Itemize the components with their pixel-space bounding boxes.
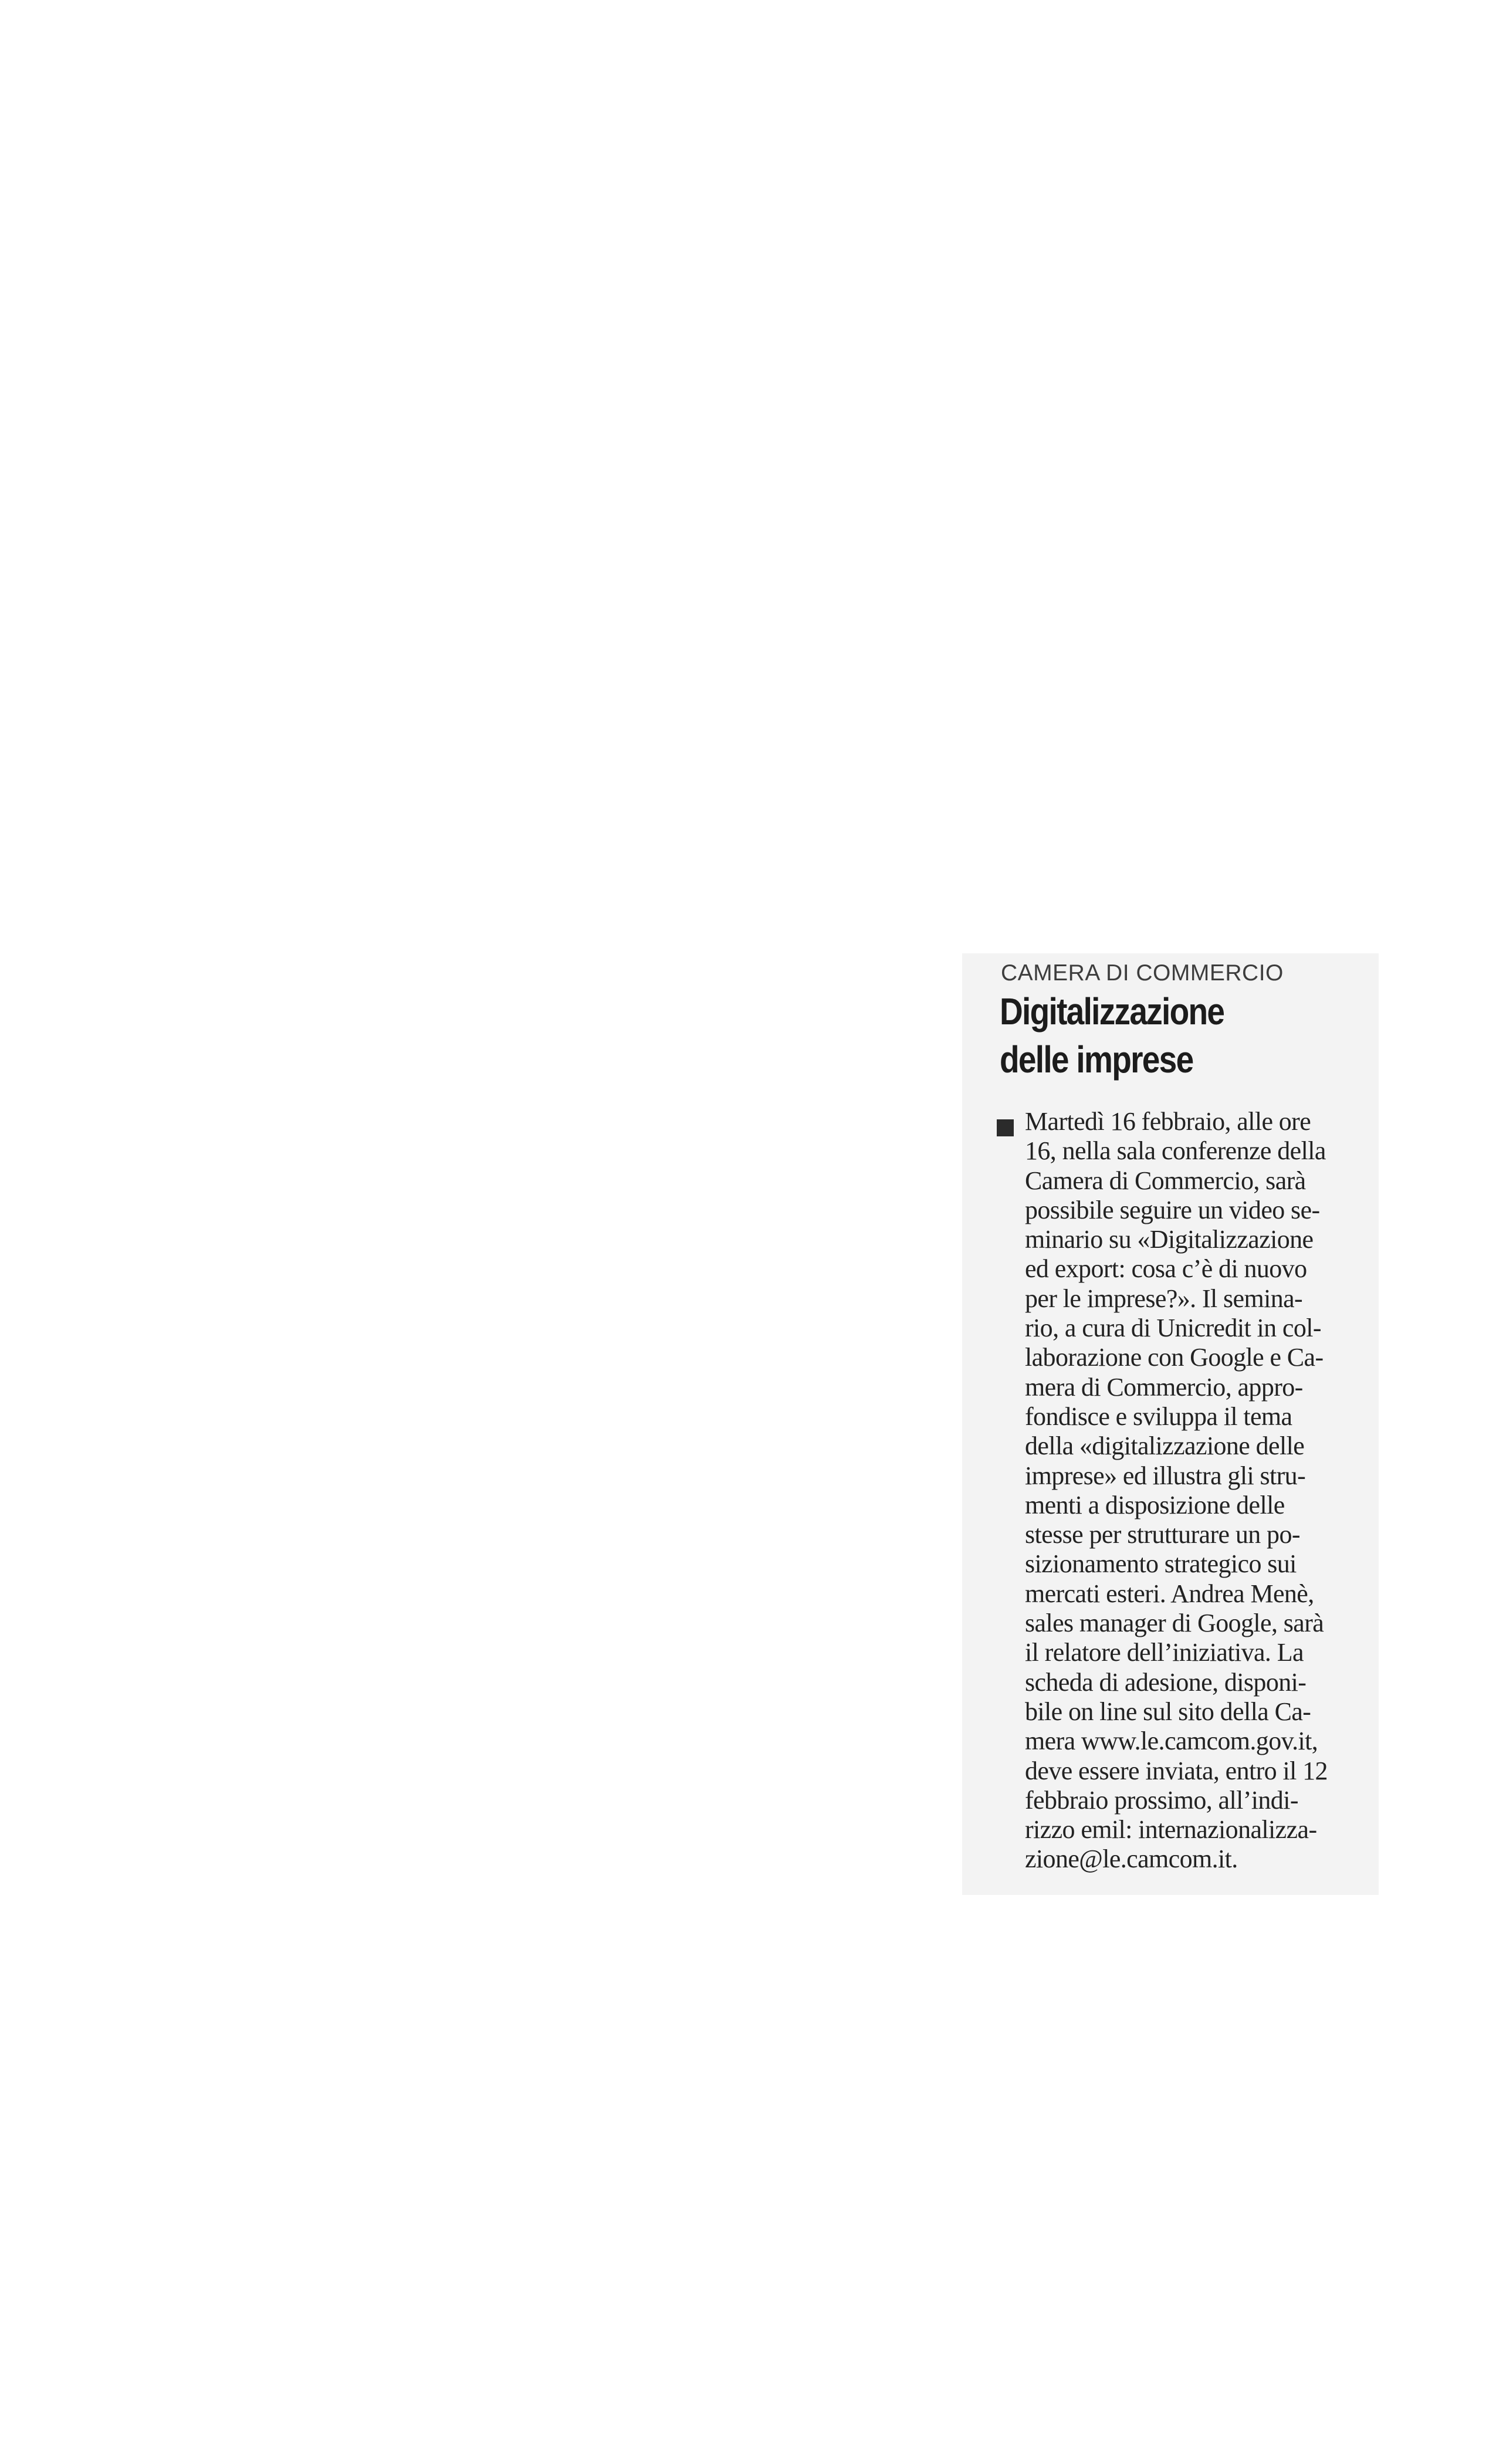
body-line: Martedì 16 febbraio, alle ore xyxy=(1025,1107,1311,1136)
newspaper-clipping xyxy=(962,953,1379,1895)
body-line: menti a disposizione delle xyxy=(1025,1490,1285,1519)
body-line: rizzo emil: internazionalizza- xyxy=(1025,1815,1317,1844)
body-line: scheda di adesione, disponi- xyxy=(1025,1667,1307,1697)
body-line: laborazione con Google e Ca- xyxy=(1025,1343,1324,1372)
article-headline xyxy=(1000,987,1302,1084)
body-line: fondisce e sviluppa il tema xyxy=(1025,1402,1292,1431)
body-line: sales manager di Google, sarà xyxy=(1025,1609,1324,1638)
body-line: sizionamento strategico sui xyxy=(1025,1549,1297,1579)
body-line: rio, a cura di Unicredit in col- xyxy=(1025,1314,1321,1343)
article-body xyxy=(1025,1107,1368,1874)
body-line: mercati esteri. Andrea Menè, xyxy=(1025,1579,1314,1608)
body-line: bile on line sul sito della Ca- xyxy=(1025,1697,1311,1726)
section-kicker: CAMERA DI COMMERCIO xyxy=(1001,960,1284,986)
body-line: Camera di Commercio, sarà xyxy=(1025,1166,1306,1195)
body-line: stesse per strutturare un po- xyxy=(1025,1520,1300,1549)
body-line: deve essere inviata, entro il 12 xyxy=(1025,1756,1328,1785)
body-line: ed export: cosa c’è di nuovo xyxy=(1025,1254,1307,1284)
headline-line: Digitalizzazione xyxy=(1000,990,1224,1033)
body-line: possibile seguire un video se- xyxy=(1025,1195,1320,1224)
body-line: mera di Commercio, appro- xyxy=(1025,1372,1303,1402)
square-bullet-icon xyxy=(997,1119,1014,1136)
body-line: imprese» ed illustra gli stru- xyxy=(1025,1461,1306,1490)
body-line: della «digitalizzazione delle xyxy=(1025,1431,1305,1461)
body-line: 16, nella sala conferenze della xyxy=(1025,1136,1326,1166)
body-line: mera www.le.camcom.gov.it, xyxy=(1025,1727,1318,1756)
body-line: febbraio prossimo, all’indi- xyxy=(1025,1785,1298,1815)
body-line: il relatore dell’iniziativa. La xyxy=(1025,1638,1304,1667)
body-line: minario su «Digitalizzazione xyxy=(1025,1225,1314,1254)
headline-line: delle imprese xyxy=(1000,1038,1193,1081)
body-line: zione@le.camcom.it. xyxy=(1025,1844,1238,1874)
body-line: per le imprese?». Il semina- xyxy=(1025,1284,1303,1313)
